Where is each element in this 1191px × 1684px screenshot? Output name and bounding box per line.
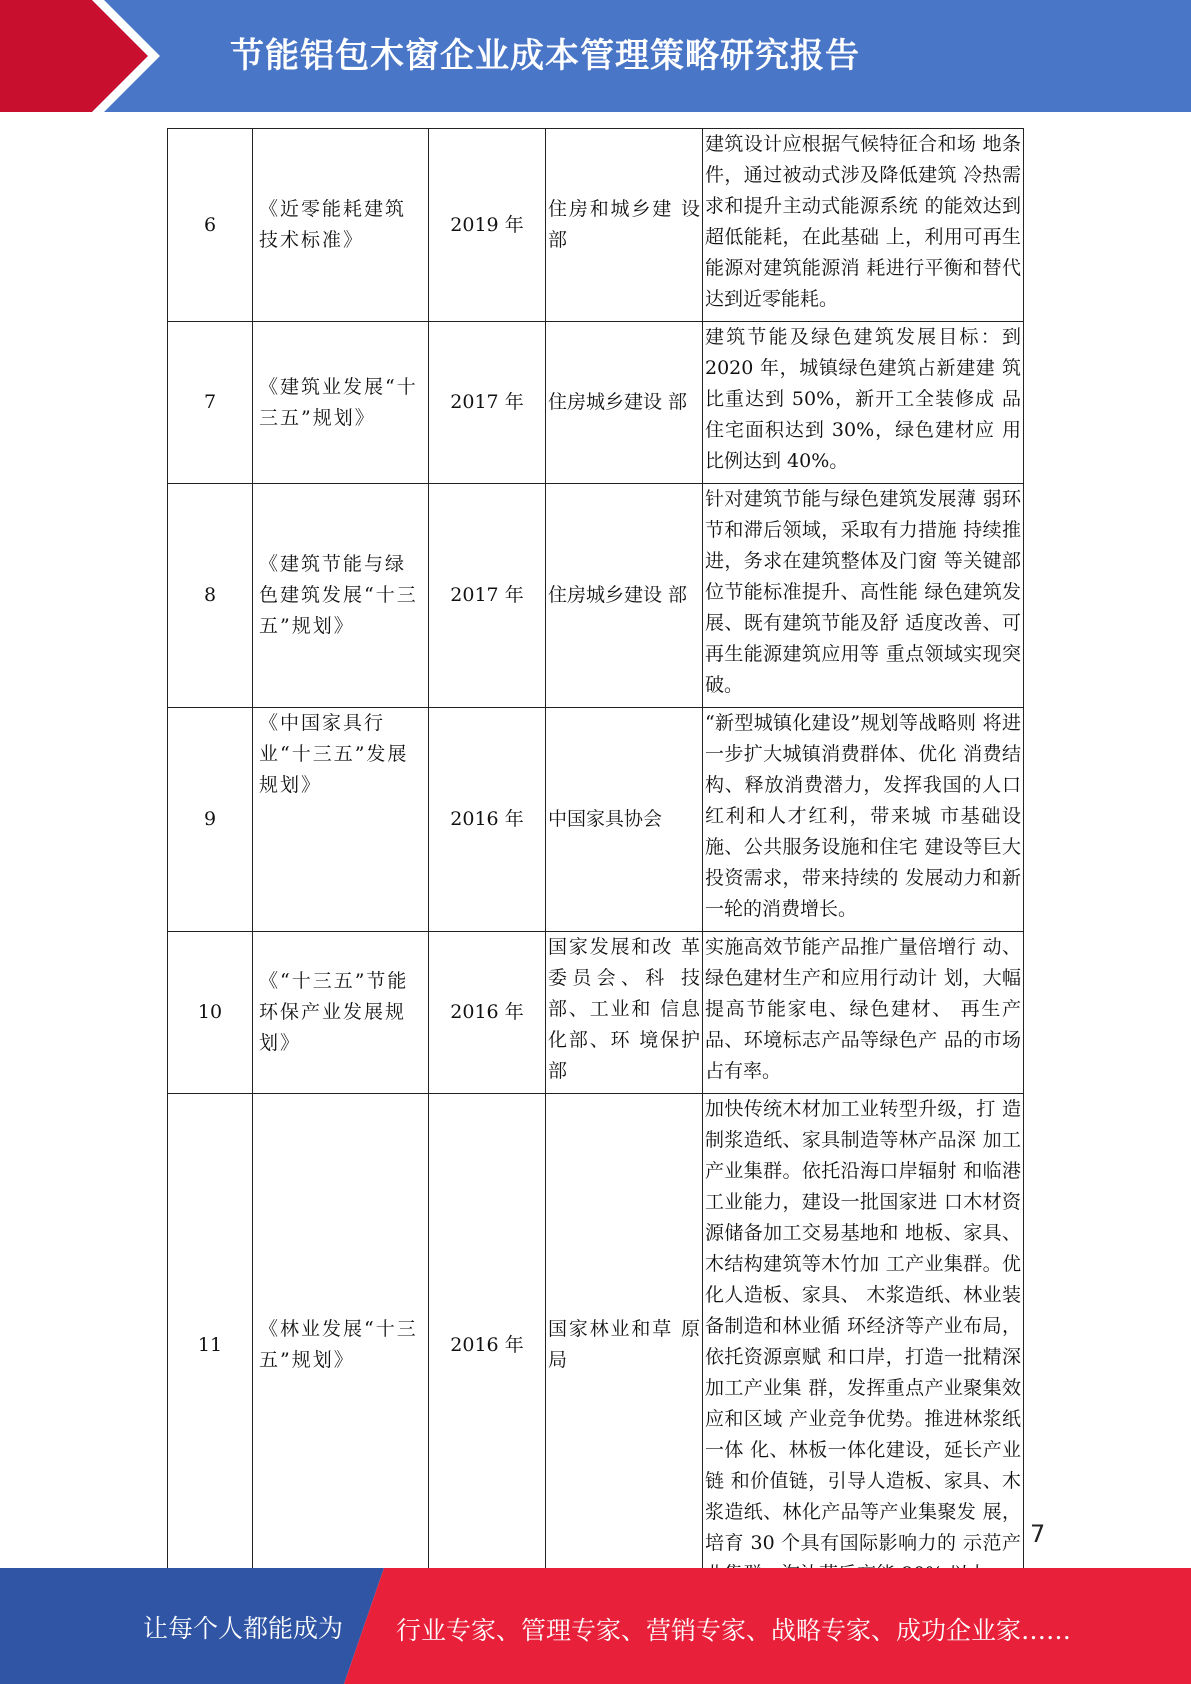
row-number: 7 (168, 322, 253, 484)
publish-year: 2016 年 (429, 932, 546, 1094)
row-number: 10 (168, 932, 253, 1094)
policy-content: 建筑节能及绿色建筑发展目标：到 2020 年，城镇绿色建筑占新建建 筑比重达到 50%，新开工全装修成 品住宅面积达到 30%，绿色建材应 用比例达到 40%。 (703, 322, 1024, 484)
document-name: 《近零能耗建筑技术标准》 (253, 129, 429, 322)
table-row (168, 1094, 1024, 1597)
issuing-department: 住房城乡建设 部 (546, 322, 703, 484)
policy-content: 建筑设计应根据气候特征合和场 地条件，通过被动式涉及降低建筑 冷热需求和提升主动式能源系统 的能效达到超低能耗，在此基础 上，利用可再生能源对建筑能源消 耗进行平衡和替代达到近零能耗。 (703, 129, 1024, 322)
table-row (168, 129, 1024, 322)
regulations-table (167, 128, 1024, 1596)
issuing-department: 住房城乡建设 部 (546, 484, 703, 708)
policy-content: 加快传统木材加工业转型升级，打 造制浆造纸、家具制造等林产品深 加工产业集群。依托沿海口岸辐射 和临港工业能力，建设一批国家进 口木材资源储备加工交易基地和 地板、家具、木结构建筑等木竹加 工产业集群。优化人造板、家具、 木浆造纸、林业装备制造和林业循 环经济等产业布局，依托资源禀赋 和口岸，打造一批精深加工产业集 群，发挥重点产业聚集效应和区域 产业竞争优势。推进林浆纸一体 化、林板一体化建设，延长产业链 和价值链，引导人造板、家具、木浆造纸、林化产品等产业集聚发 展，培育 30 个具有国际影响力的 示范产 (703, 1094, 1024, 1597)
policy-content: “新型城镇化建设”规划等战略则 将进一步扩大城镇消费群体、优化 消费结构、释放消费潜力，发挥我国的人口红利和人才红利，带来城 市基础设施、公共服务设施和住宅 建设等巨大投资需求，带来持续的 发展动力和新一轮的消费增长。 (703, 708, 1024, 932)
document-name: 《建筑节能与绿色建筑发展“十三五”规划》 (253, 484, 429, 708)
row-number: 9 (168, 708, 253, 932)
page-footer (0, 1568, 1191, 1684)
document-name: 《林业发展“十三五”规划》 (253, 1094, 429, 1597)
publish-year: 2017 年 (429, 322, 546, 484)
issuing-department: 中国家具协会 (546, 708, 703, 932)
document-name: 《中国家具行业“十三五”发展规划》 (253, 708, 429, 932)
publish-year: 2016 年 (429, 1094, 546, 1597)
publish-year: 2019 年 (429, 129, 546, 322)
row-number: 6 (168, 129, 253, 322)
table-row (168, 484, 1024, 708)
row-number: 8 (168, 484, 253, 708)
report-title: 节能铝包木窗企业成本管理策略研究报告 (230, 36, 860, 76)
table-row (168, 932, 1024, 1094)
table-row (168, 708, 1024, 932)
table-row (168, 322, 1024, 484)
policy-content: 实施高效节能产品推广量倍增行 动、绿色建材生产和应用行动计 划，大幅提高节能家电、绿色建材、 再生产品、环境标志产品等绿色产 品的市场占有率。 (703, 932, 1024, 1094)
publish-year: 2016 年 (429, 708, 546, 932)
issuing-department: 国家林业和草 原局 (546, 1094, 703, 1597)
issuing-department: 国家发展和改 革委员会、科 技部、工业和 信息化部、环 境保护部 (546, 932, 703, 1094)
issuing-department: 住房和城乡建 设部 (546, 129, 703, 322)
page-number: 7 (1030, 1520, 1046, 1548)
page-header (0, 0, 1191, 112)
footer-slogan-right: 行业专家、管理专家、营销专家、战略专家、成功企业家…… (396, 1616, 1072, 1645)
footer-slogan-left: 让每个人都能成为 (143, 1614, 344, 1643)
policy-content: 针对建筑节能与绿色建筑发展薄 弱环节和滞后领域，采取有力措施 持续推进，务求在建筑整体及门窗 等关键部位节能标准提升、高性能 绿色建筑发展、既有建筑节能及舒 适度改善、可再生能源建筑应用等 重点领域实现突破。 (703, 484, 1024, 708)
row-number: 11 (168, 1094, 253, 1597)
document-name: 《“十三五”节能 环保产业发展规 划》 (253, 932, 429, 1094)
document-name: 《建筑业发展“十三五”规划》 (253, 322, 429, 484)
publish-year: 2017 年 (429, 484, 546, 708)
